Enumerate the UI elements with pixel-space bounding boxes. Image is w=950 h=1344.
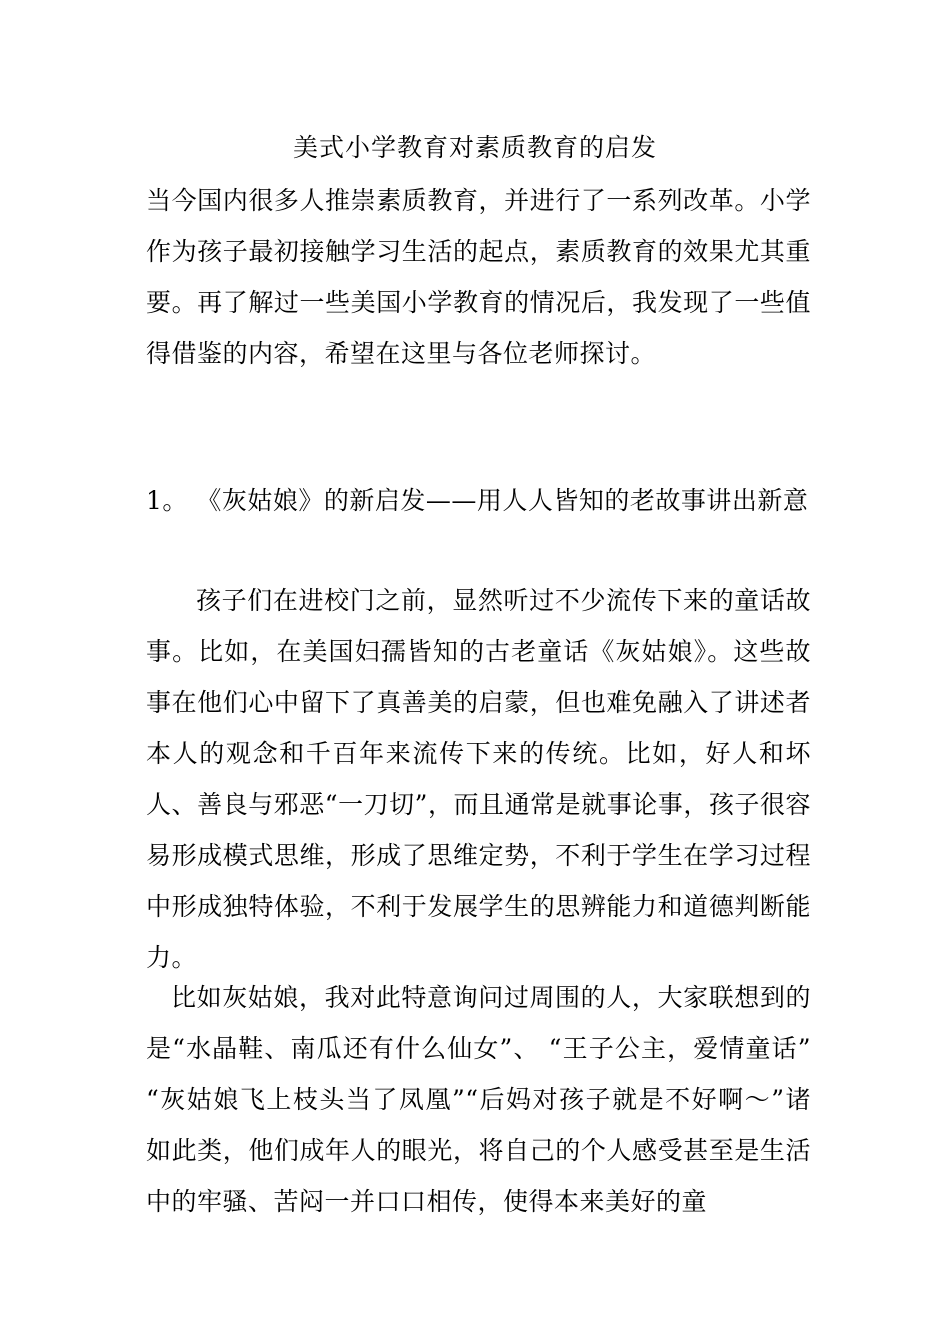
section-heading: 1。 《灰姑娘》的新启发——用人人皆知的老故事讲出新意 [146, 486, 809, 515]
document-title: 美式小学教育对素质教育的启发 [292, 133, 657, 162]
body-paragraph-2: 比如灰姑娘，我对此特意询问过周围的人，大家联想到的是“水晶鞋、南瓜还有什么仙女”、 “王子公主，爱情童话” “灰姑娘飞上枝头当了凤凰”“后妈对孩子就是不好啊～”诸如此类，他们成年人的眼光，将自己的个人感受甚至是生活中的牢骚、苦闷一并口口相传，使得本来美好的童 [146, 983, 811, 1216]
body-paragraph-1: 孩子们在进校门之前，显然听过不少流传下来的童话故事。比如，在美国妇孺皆知的古老童话《灰姑娘》。这些故事在他们心中留下了真善美的启蒙，但也难免融入了讲述者本人的观念和千百年来流传下来的传统。比如，好人和坏人、善良与邪恶“一刀切”，而且通常是就事论事，孩子很容易形成模式思维，形成了思维定势，不利于学生在学习过程中形成独特体验，不利于发展学生的思辨能力和道德判断能力。 [146, 586, 811, 972]
intro-paragraph: 当今国内很多人推崇素质教育，并进行了一系列改革。小学作为孩子最初接触学习生活的起点，素质教育的效果尤其重要。再了解过一些美国小学教育的情况后，我发现了一些值得借鉴的内容，希望在这里与各位老师探讨。 [146, 186, 811, 368]
